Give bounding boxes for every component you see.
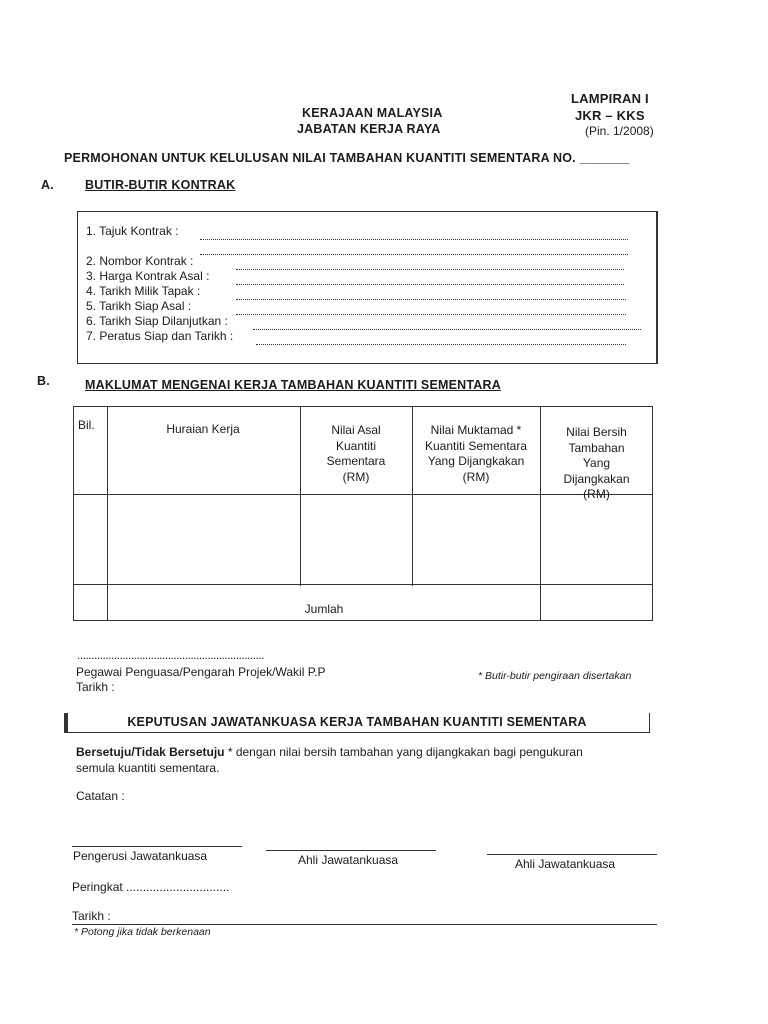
decision-date-label: Tarikh : xyxy=(72,909,111,923)
section-a-letter: A. xyxy=(41,178,54,192)
column-header-description: Huraian Kerja xyxy=(166,422,240,436)
completion-percentage-label: 7. Peratus Siap dan Tarikh : xyxy=(86,329,234,343)
contract-price-field[interactable] xyxy=(236,283,624,285)
footer-rule xyxy=(72,924,657,925)
section-b-heading: MAKLUMAT MENGENAI KERJA TAMBAHAN KUANTITI SEMENTARA xyxy=(85,378,501,392)
section-b-letter: B. xyxy=(37,374,50,388)
member1-signature-line[interactable] xyxy=(266,850,436,851)
officer-date-label: Tarikh : xyxy=(76,680,115,694)
total-label: Jumlah xyxy=(304,602,344,616)
notes-label: Catatan : xyxy=(76,789,125,803)
member2-label: Ahli Jawatankuasa xyxy=(515,857,616,871)
chair-label: Pengerusi Jawatankuasa xyxy=(73,849,208,863)
contract-title-label: 1. Tajuk Kontrak : xyxy=(86,224,179,238)
total-value-cell[interactable] xyxy=(541,586,651,619)
pin-reference: (Pin. 1/2008) xyxy=(585,124,654,138)
notes-field[interactable] xyxy=(130,786,650,826)
original-completion-date-label: 5. Tarikh Siap Asal : xyxy=(86,299,192,313)
decision-heading: KEPUTUSAN JAWATANKUASA KERJA TAMBAHAN KUANTITI SEMENTARA xyxy=(127,715,587,729)
column-header-net-addition: Nilai Bersih Tambahan Yang Dijangkakan (RM) xyxy=(563,425,630,501)
net-addition-cell[interactable] xyxy=(541,496,651,582)
lampiran-label: LAMPIRAN I xyxy=(571,91,649,106)
final-value-cell[interactable] xyxy=(413,496,539,582)
original-value-cell[interactable] xyxy=(301,496,411,582)
calculation-note: * Butir-butir pengiraan disertakan xyxy=(478,670,632,682)
completion-percentage-field[interactable] xyxy=(256,343,626,345)
section-a-heading: BUTIR-BUTIR KONTRAK xyxy=(85,178,236,192)
chair-signature-line[interactable] xyxy=(72,846,242,847)
site-possession-date-field[interactable] xyxy=(236,298,626,300)
department-name: JABATAN KERJA RAYA xyxy=(297,122,441,136)
officer-signature-line[interactable]: .................................................................. xyxy=(77,648,265,662)
page-title: PERMOHONAN UNTUK KELULUSAN NILAI TAMBAHAN KUANTITI SEMENTARA NO. _______ xyxy=(64,151,630,165)
form-code: JKR – KKS xyxy=(575,108,645,123)
decision-approval-option[interactable]: Bersetuju/Tidak Bersetuju xyxy=(76,745,225,759)
extended-completion-date-label: 6. Tarikh Siap Dilanjutkan : xyxy=(86,314,228,328)
decision-statement xyxy=(76,745,583,759)
government-name: KERAJAAN MALAYSIA xyxy=(302,106,443,120)
contract-number-label: 2. Nombor Kontrak : xyxy=(86,254,194,268)
contract-number-field[interactable] xyxy=(236,268,624,270)
column-header-final-value: Nilai Muktamad * Kuantiti Sementara Yang Dijangkakan (RM) xyxy=(424,423,528,484)
contract-title-field-line2[interactable] xyxy=(200,253,628,255)
decision-statement-text: * dengan nilai bersih tambahan yang dijangkakan bagi pengukuran xyxy=(224,745,583,759)
site-possession-date-label: 4. Tarikh Milik Tapak : xyxy=(86,284,201,298)
decision-heading-box xyxy=(64,713,650,733)
extended-completion-date-field[interactable] xyxy=(253,328,641,330)
decision-statement-line2: semula kuantiti sementara. xyxy=(76,761,220,775)
footnote: * Potong jika tidak berkenaan xyxy=(74,926,211,938)
additional-work-table xyxy=(73,406,653,621)
contract-price-label: 3. Harga Kontrak Asal : xyxy=(86,269,210,283)
column-header-original-value: Nilai Asal Kuantiti Sementara (RM) xyxy=(326,423,386,484)
officer-title: Pegawai Penguasa/Pengarah Projek/Wakil P.P xyxy=(76,665,326,679)
contract-title-field[interactable] xyxy=(200,238,628,240)
description-cell[interactable] xyxy=(108,496,298,582)
member1-label: Ahli Jawatankuasa xyxy=(298,853,399,867)
member2-signature-line[interactable] xyxy=(487,854,657,855)
rank-label: Peringkat ............................... xyxy=(72,880,230,894)
original-completion-date-field[interactable] xyxy=(236,313,626,315)
contract-details-box xyxy=(77,211,658,364)
column-header-bil: Bil. xyxy=(78,418,95,432)
